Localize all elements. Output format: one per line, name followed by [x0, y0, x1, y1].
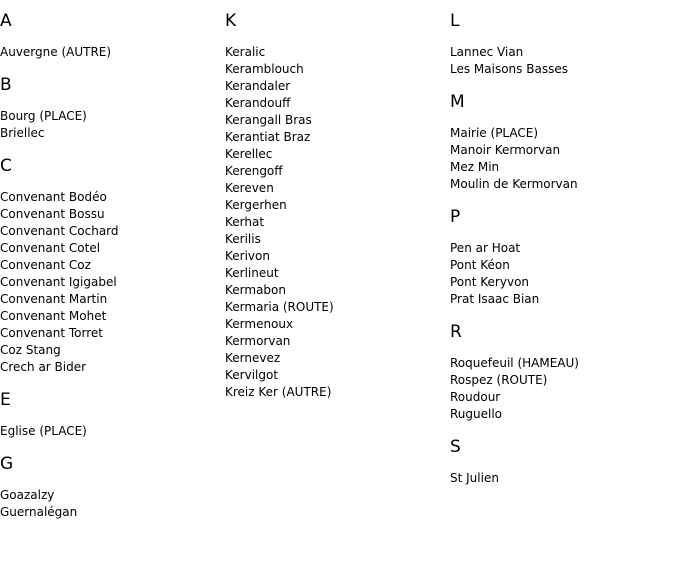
letter-heading-k: K — [225, 11, 237, 31]
street-list — [0, 108, 220, 142]
street-link-auvergne-autre[interactable]: Auvergne (AUTRE) — [0, 45, 112, 59]
street-link-keralic[interactable]: Keralic — [225, 45, 266, 59]
letter-heading-p: P — [450, 207, 461, 227]
street-link-convenant-igigabel[interactable]: Convenant Igigabel — [0, 275, 117, 289]
street-list — [0, 44, 220, 61]
street-link-moulin-de-kermorvan[interactable]: Moulin de Kermorvan — [450, 177, 578, 191]
letter-heading-m: M — [450, 92, 465, 112]
street-link-eglise-place[interactable]: Eglise (PLACE) — [0, 424, 87, 438]
letter-group-b — [0, 74, 220, 142]
street-link-kermabon[interactable]: Kermabon — [225, 283, 286, 297]
street-link-convenant-coz[interactable]: Convenant Coz — [0, 258, 91, 272]
street-link-convenant-torret[interactable]: Convenant Torret — [0, 326, 104, 340]
street-link-pont-keryvon[interactable]: Pont Keryvon — [450, 275, 530, 289]
street-link-coz-stang[interactable]: Coz Stang — [0, 343, 61, 357]
street-link-kergerhen[interactable]: Kergerhen — [225, 198, 287, 212]
street-list — [450, 240, 670, 308]
street-link-convenant-cochard[interactable]: Convenant Cochard — [0, 224, 119, 238]
letter-group-s — [450, 436, 670, 487]
street-link-convenant-mohet[interactable]: Convenant Mohet — [0, 309, 107, 323]
street-link-st-julien[interactable]: St Julien — [450, 471, 499, 485]
letter-group-l — [450, 10, 670, 78]
letter-heading-e: E — [0, 390, 11, 410]
street-link-kermorvan[interactable]: Kermorvan — [225, 334, 291, 348]
street-list — [225, 44, 445, 401]
street-link-prat-isaac-bian[interactable]: Prat Isaac Bian — [450, 292, 540, 306]
letter-group-a — [0, 10, 220, 61]
street-link-kerlineut[interactable]: Kerlineut — [225, 266, 279, 280]
letter-heading-r: R — [450, 322, 462, 342]
letter-heading-s: S — [450, 437, 461, 457]
street-link-rospez-route[interactable]: Rospez (ROUTE) — [450, 373, 548, 387]
street-link-convenant-bossu[interactable]: Convenant Bossu — [0, 207, 105, 221]
street-link-mez-min[interactable]: Mez Min — [450, 160, 500, 174]
street-link-guernalegan[interactable]: Guernalégan — [0, 505, 78, 519]
letter-group-r — [450, 321, 670, 423]
letter-group-g — [0, 453, 220, 521]
street-link-convenant-bodeo[interactable]: Convenant Bodéo — [0, 190, 107, 204]
letter-heading-g: G — [0, 454, 14, 474]
street-link-kernevez[interactable]: Kernevez — [225, 351, 281, 365]
street-link-goazalzy[interactable]: Goazalzy — [0, 488, 55, 502]
street-link-kerantiat-braz[interactable]: Kerantiat Braz — [225, 130, 311, 144]
street-link-pont-keon[interactable]: Pont Kéon — [450, 258, 510, 272]
street-link-kermenoux[interactable]: Kermenoux — [225, 317, 294, 331]
street-link-briellec[interactable]: Briellec — [0, 126, 45, 140]
letter-heading-c: C — [0, 156, 12, 176]
street-link-crech-ar-bider[interactable]: Crech ar Bider — [0, 360, 87, 374]
street-link-convenant-martin[interactable]: Convenant Martin — [0, 292, 108, 306]
street-link-kervilgot[interactable]: Kervilgot — [225, 368, 279, 382]
street-list — [0, 487, 220, 521]
street-link-kerivon[interactable]: Kerivon — [225, 249, 270, 263]
letter-group-e — [0, 389, 220, 440]
street-link-convenant-cotel[interactable]: Convenant Cotel — [0, 241, 101, 255]
index-column-1 — [0, 10, 220, 534]
street-list — [450, 470, 670, 487]
street-link-roquefeuil-hameau[interactable]: Roquefeuil (HAMEAU) — [450, 356, 579, 370]
street-link-mairie-place[interactable]: Mairie (PLACE) — [450, 126, 539, 140]
street-link-keramblouch[interactable]: Keramblouch — [225, 62, 304, 76]
street-link-bourg-place[interactable]: Bourg (PLACE) — [0, 109, 87, 123]
letter-heading-a: A — [0, 11, 12, 31]
street-link-kerellec[interactable]: Kerellec — [225, 147, 273, 161]
street-link-manoir-kermorvan[interactable]: Manoir Kermorvan — [450, 143, 561, 157]
letter-heading-l: L — [450, 11, 460, 31]
street-link-roudour[interactable]: Roudour — [450, 390, 501, 404]
letter-group-m — [450, 91, 670, 193]
street-list — [450, 355, 670, 423]
letter-heading-b: B — [0, 75, 12, 95]
street-link-kerangall-bras[interactable]: Kerangall Bras — [225, 113, 312, 127]
letter-group-p — [450, 206, 670, 308]
street-link-pen-ar-hoat[interactable]: Pen ar Hoat — [450, 241, 521, 255]
street-link-kerilis[interactable]: Kerilis — [225, 232, 261, 246]
street-link-kreiz-ker-autre[interactable]: Kreiz Ker (AUTRE) — [225, 385, 332, 399]
street-link-kereven[interactable]: Kereven — [225, 181, 274, 195]
street-list — [450, 125, 670, 193]
street-link-lannec-vian[interactable]: Lannec Vian — [450, 45, 524, 59]
street-link-les-maisons-basses[interactable]: Les Maisons Basses — [450, 62, 568, 76]
index-column-3 — [450, 10, 670, 500]
letter-group-k — [225, 10, 445, 401]
street-list — [0, 189, 220, 376]
street-link-ruguello[interactable]: Ruguello — [450, 407, 503, 421]
street-list — [450, 44, 670, 78]
street-link-kerandouff[interactable]: Kerandouff — [225, 96, 291, 110]
street-link-kerengoff[interactable]: Kerengoff — [225, 164, 283, 178]
street-link-kermaria-route[interactable]: Kermaria (ROUTE) — [225, 300, 334, 314]
index-column-2 — [225, 10, 445, 414]
street-list — [0, 423, 220, 440]
letter-group-c — [0, 155, 220, 376]
street-link-kerandaler[interactable]: Kerandaler — [225, 79, 291, 93]
street-link-kerhat[interactable]: Kerhat — [225, 215, 265, 229]
